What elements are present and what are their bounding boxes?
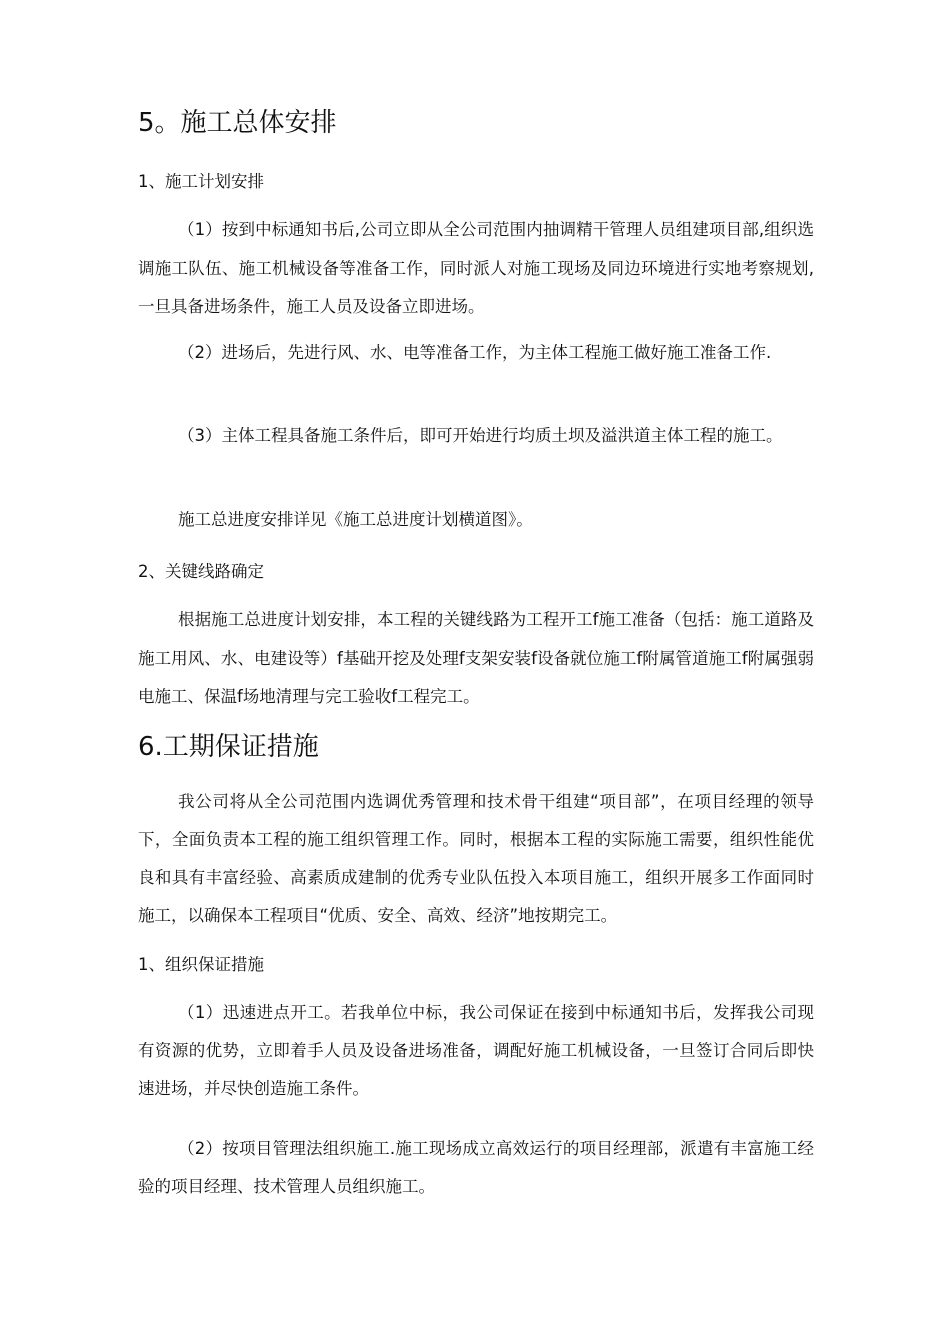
section-5-1-paragraph-3: （3）主体工程具备施工条件后，即可开始进行均质土坝及溢洪道主体工程的施工。 (178, 426, 783, 445)
section-6-intro: 我公司将从全公司范围内选调优秀管理和技术骨干组建“项目部”，在项目经理的领导下，全面负责本工程的施工组织管理工作。同时，根据本工程的实际施工需要，组织性能优良和具有丰富经验、高素质成建制的优秀专业队伍投入本项目施工，组织开展多工作面同时施工，以确保本工程项目“优质、安全、高效、经济”地按期完工。 (138, 792, 814, 925)
section-5-2-paragraph: 根据施工总进度计划安排，本工程的关键线路为工程开工f施工准备（包括：施工道路及施工用风、水、电建设等）f基础开挖及处理f支架安装f设备就位施工f附属管道施工f附属强弱电施工、保温f场地清理与完工验收f工程完工。 (138, 610, 814, 706)
section-6-1-paragraph-2: （2）按项目管理法组织施工.施工现场成立高效运行的项目经理部，派遣有丰富施工经验的项目经理、技术管理人员组织施工。 (138, 1139, 814, 1196)
section-6-1-heading: 1、组织保证措施 (138, 955, 264, 974)
section-5-2-heading: 2、关键线路确定 (138, 562, 264, 581)
section-5-1-paragraph-4: 施工总进度安排详见《施工总进度计划横道图》。 (178, 510, 533, 529)
section-5-1-paragraph-1: （1）按到中标通知书后,公司立即从全公司范围内抽调精干管理人员组建项目部,组织选调施工队伍、施工机械设备等准备工作，同时派人对施工现场及同边环境进行实地考察规划,一旦具备进场条件，施工人员及设备立即进场。 (138, 220, 814, 316)
section-6-1-paragraph-1: （1）迅速进点开工。若我单位中标，我公司保证在接到中标通知书后，发挥我公司现有资源的优势，立即着手人员及设备进场准备，调配好施工机械设备，一旦签订合同后即快速进场，并尽快创造施工条件。 (138, 1003, 814, 1098)
section-6-title: 6.工期保证措施 (138, 732, 319, 762)
section-5-title: 5。施工总体安排 (138, 108, 337, 138)
section-5-1-heading: 1、施工计划安排 (138, 172, 264, 191)
section-5-1-paragraph-2: （2）进场后，先进行风、水、电等准备工作，为主体工程施工做好施工准备工作. (178, 343, 772, 362)
